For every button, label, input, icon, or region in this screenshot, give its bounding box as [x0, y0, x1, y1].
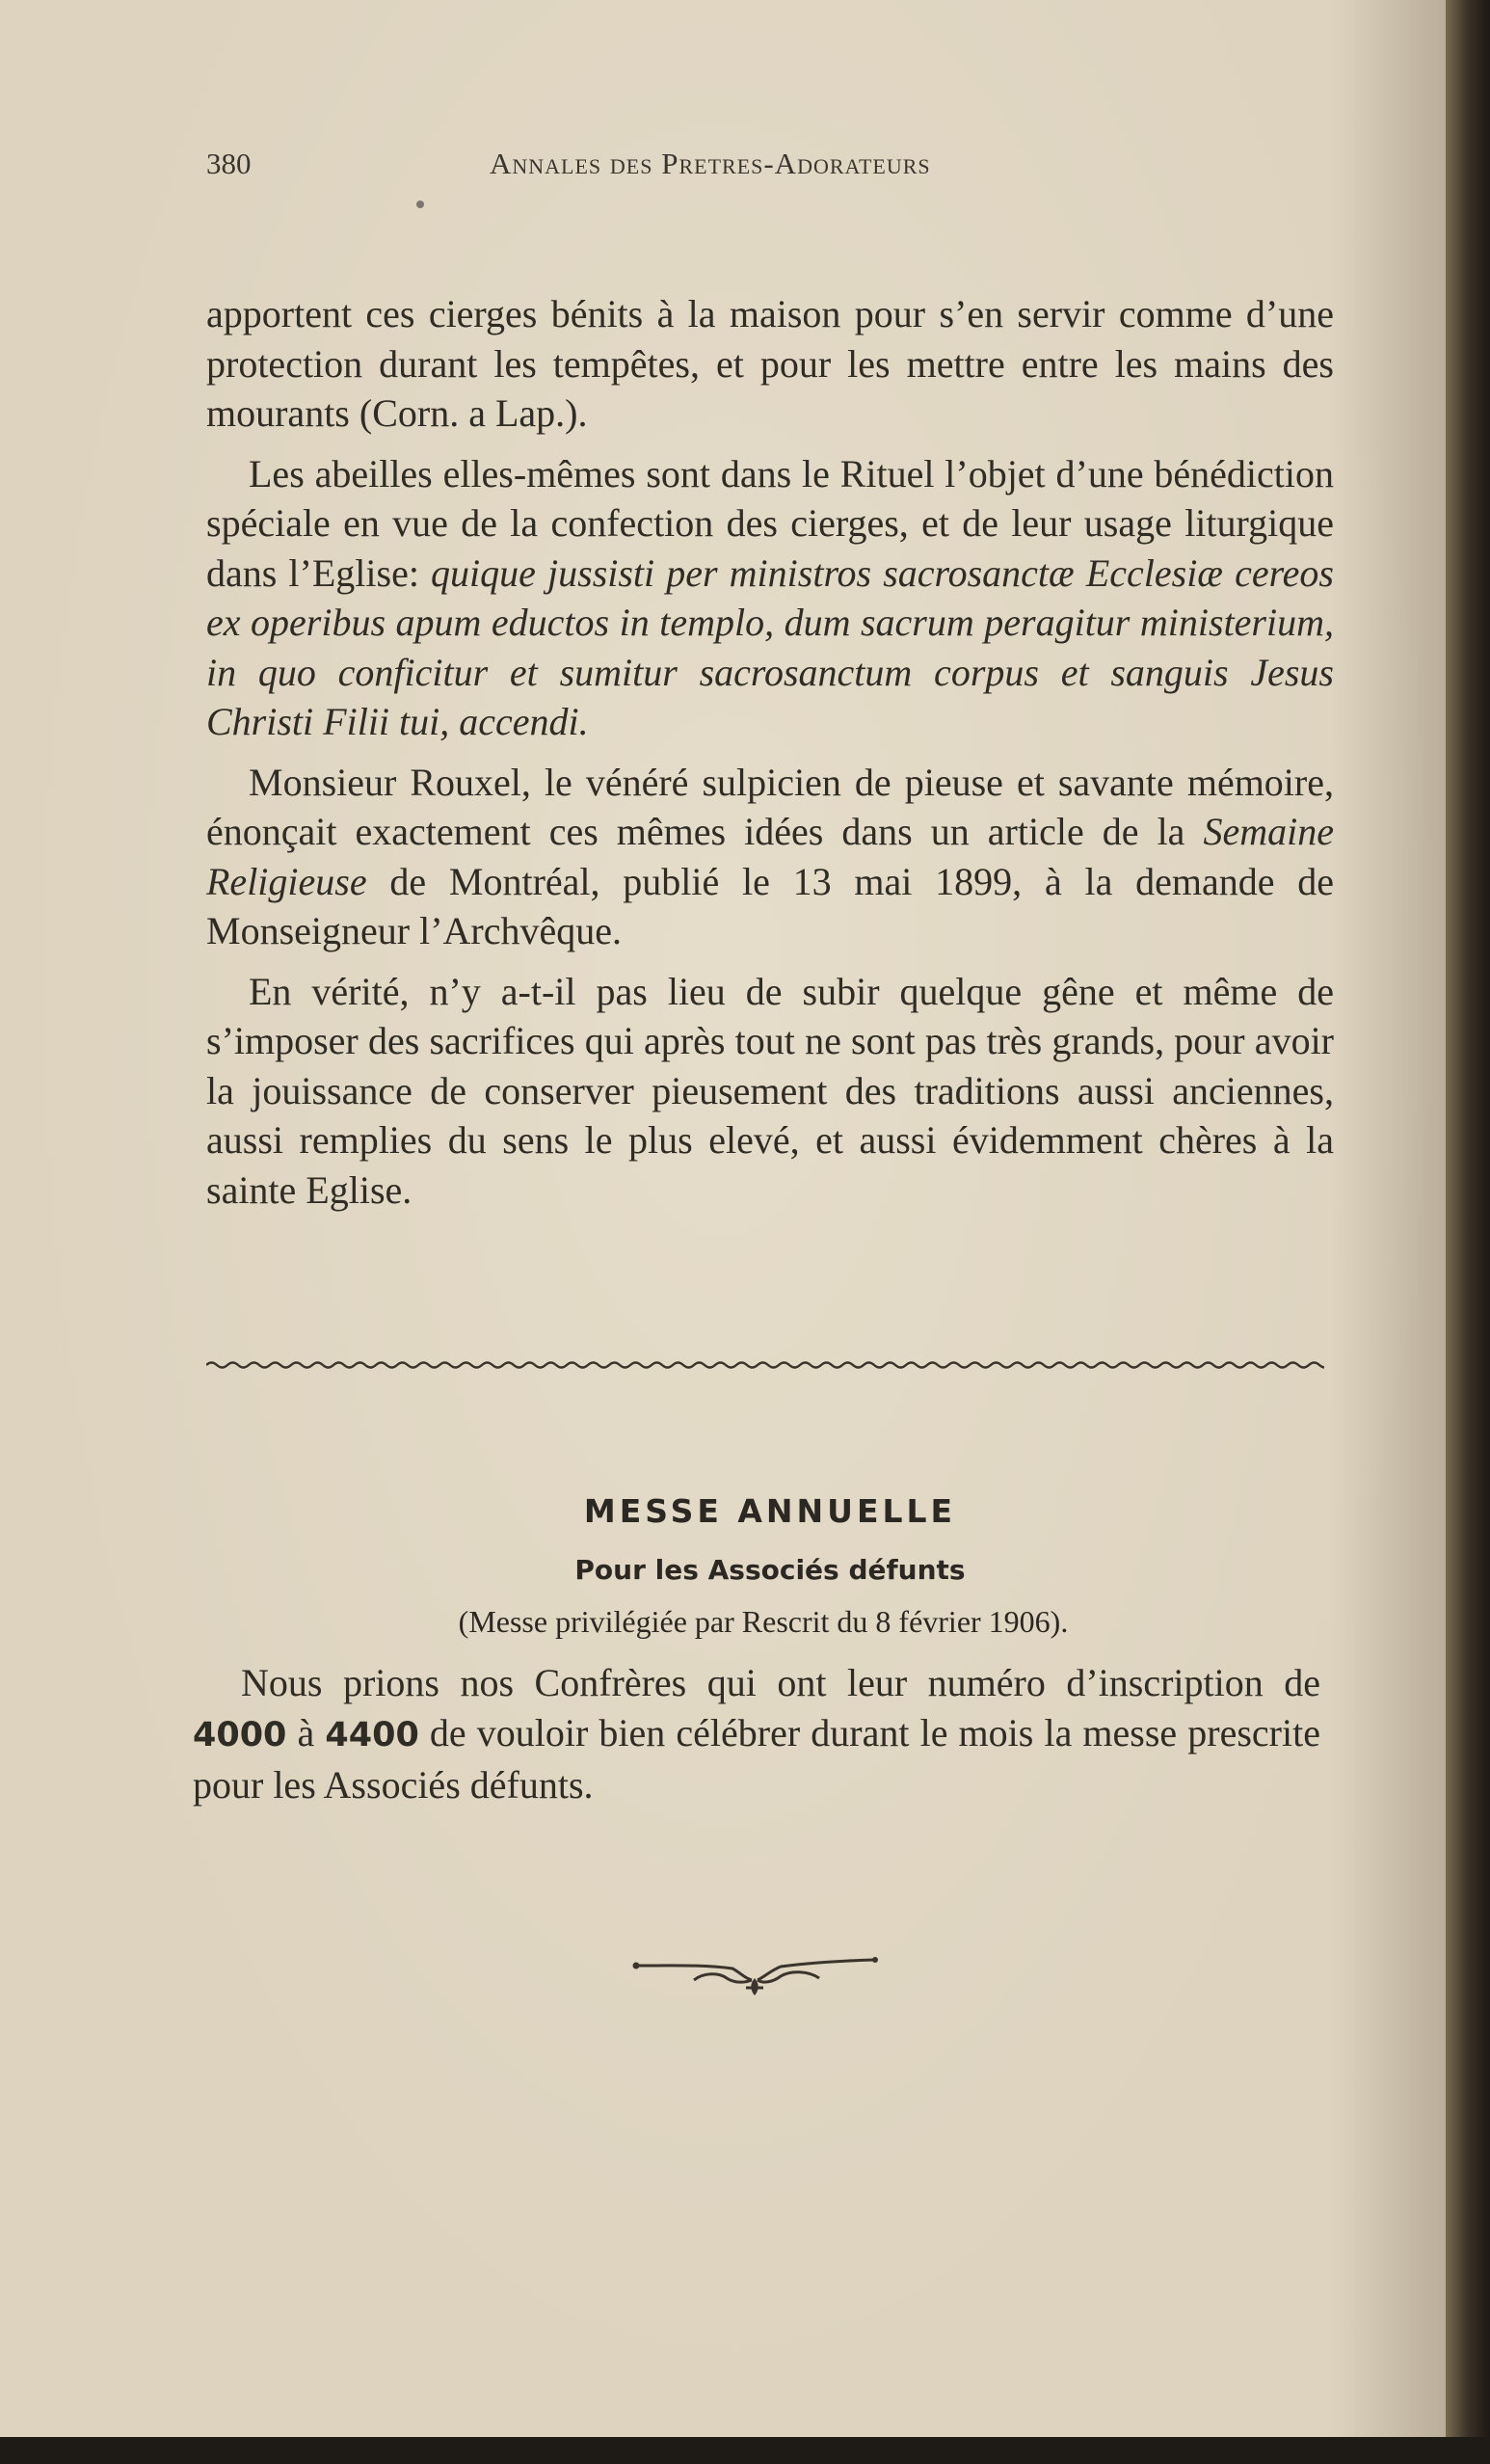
book-binding-edge	[1446, 0, 1490, 2464]
range-end-number: 4400	[325, 1716, 419, 1754]
section-heading: MESSE ANNUELLE	[583, 1492, 957, 1530]
publication-title: Semaine Religieuse	[206, 810, 1334, 903]
article-text	[206, 289, 1334, 1225]
paragraph-text: apportent ces cierges bénits à la maison pour s’en servir comme d’une protection durant les tempêtes, et pour les mettre entre les mains des mourants (Corn. a Lap.).	[206, 292, 1334, 435]
section-subheading: Pour les Associés défunts	[574, 1554, 966, 1586]
paragraph-continued	[206, 289, 1334, 439]
notice-text-start: Nous prions nos Confrères qui ont leur numéro d’inscription de	[241, 1661, 1320, 1704]
paragraph-text: Les abeilles elles-mêmes sont dans le Rituel l’objet d’une bénédiction spéciale en vue de la confection des cierges, et de leur usage liturgique dans l’Eglise:	[206, 451, 1334, 595]
wavy-divider	[206, 1357, 1324, 1373]
notice-text-end: de vouloir bien célébrer durant le mois la messe prescrite pour les Associés défunts.	[193, 1711, 1320, 1807]
paragraph-text: de Montréal, publié le 13 mai 1899, à la demande de Monseigneur l’Archvêque.	[206, 859, 1334, 952]
paragraph-text: En vérité, n’y a-t-il pas lieu de subir quelque gêne et même de s’imposer des sacrifices qui après tout ne sont pas très grands, pour avoir la jouissance de conserver pieusement des traditions aussi anciennes, aussi remplies du sens le plus elevé, et aussi évidemment chères à la sainte Eglise.	[206, 969, 1334, 1212]
range-start-number: 4000	[193, 1716, 287, 1754]
latin-quotation: quique jussisti per ministros sacrosanctæ Ecclesiæ cereos ex operibus apum eductos in templo, dum sacrum peragitur ministerium, in quo conficitur et sumitur sacrosanctum corpus et sanguis Jesus Christi Filii tui, accendi.	[206, 550, 1334, 743]
journal-title: Annales des Pretres-Adorateurs	[490, 147, 931, 180]
paragraph-text: Monsieur Rouxel, le vénéré sulpicien de pieuse et savante mémoire, énonçait exactement ces mêmes idées dans un article de la	[206, 760, 1334, 853]
page-number: 380	[206, 147, 252, 180]
paragraph-rouxel	[206, 758, 1334, 956]
notice-text	[193, 1658, 1320, 1810]
range-joiner: à	[286, 1711, 326, 1754]
fleuron-ornament-icon	[626, 1955, 887, 2009]
rescript-note: (Messe privilégiée par Rescrit du 8 février 1906).	[458, 1604, 1069, 1639]
ink-speck	[416, 201, 424, 208]
scan-bottom-edge	[0, 2437, 1490, 2464]
running-head	[206, 147, 1074, 185]
notice-paragraph	[193, 1658, 1320, 1810]
paragraph-bees	[206, 449, 1334, 747]
paragraph-conclusion	[206, 967, 1334, 1216]
